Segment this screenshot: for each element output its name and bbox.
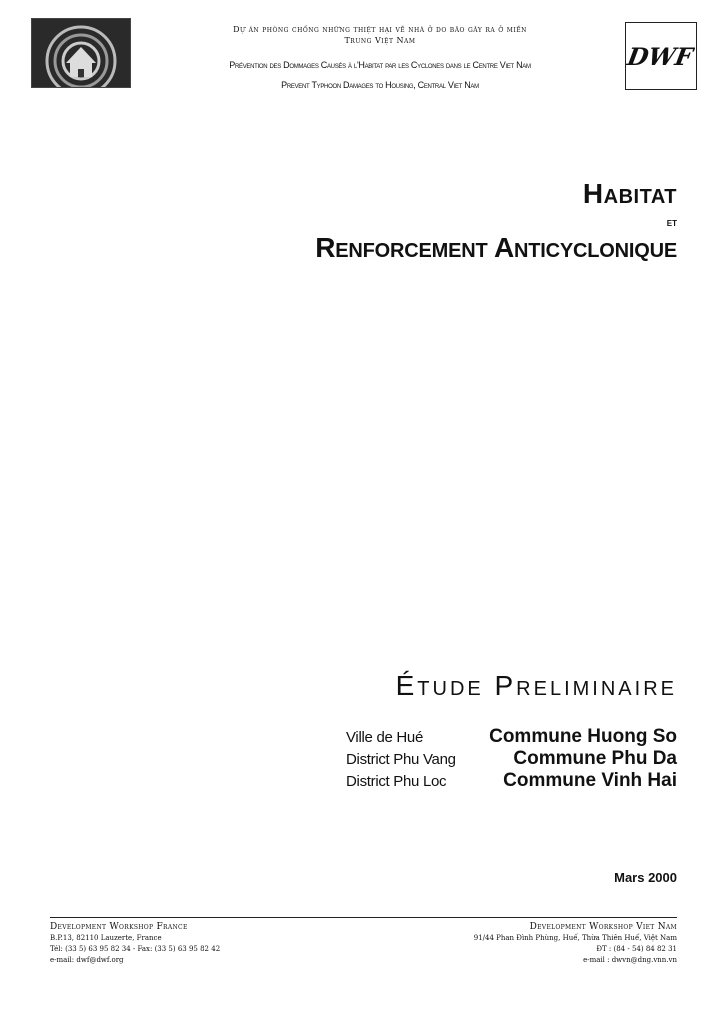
header-vietnamese xyxy=(140,24,620,46)
footer-right-title: Development Workshop Viet Nam xyxy=(529,922,677,932)
location-row xyxy=(346,770,677,792)
location-row xyxy=(346,748,677,770)
location-row xyxy=(346,726,677,748)
footer-left-line-1: B.P.13, 82110 Lauzerte, France xyxy=(50,934,162,942)
location-area: District Phu Vang xyxy=(346,751,456,768)
footer-right-line-2: ĐT : (84 - 54) 84 82 31 xyxy=(596,945,677,953)
title-connector: et xyxy=(666,217,677,229)
location-commune: Commune Huong So xyxy=(489,726,677,747)
dwf-logo-text: DWF xyxy=(626,42,695,71)
typhoon-house-icon xyxy=(32,19,130,87)
dwf-logo-mark xyxy=(626,23,695,88)
footer-right-email: e-mail : dwvn@dng.vnn.vn xyxy=(583,956,677,964)
location-area: Ville de Hué xyxy=(346,729,424,746)
footer-right-line-1: 91/44 Phan Đình Phùng, Huế, Thừa Thiên Huế, Việt Nam xyxy=(473,934,677,942)
title-habitat: Habitat xyxy=(582,178,677,209)
location-area: District Phu Loc xyxy=(346,773,447,790)
footer-divider xyxy=(50,917,677,918)
footer-address-france xyxy=(50,922,220,966)
organization-logo-left xyxy=(31,18,131,88)
header-english: Prevent Typhoon Damages to Housing, Central Viet Nam xyxy=(281,80,479,90)
footer-left-email: e-mail: dwf@dwf.org xyxy=(50,956,124,964)
header-french: Prévention des Dommages Causés à l'Habitat par les Cyclones dans le Centre Viet Nam xyxy=(229,60,531,70)
location-commune: Commune Phu Da xyxy=(513,748,677,769)
dwf-logo xyxy=(625,22,697,90)
subtitle-etude: Étude Preliminaire xyxy=(395,670,677,701)
title-renforcement: Renforcement Anticyclonique xyxy=(315,232,677,263)
header-line-1a: Dự án phòng chống những thiệt hại về nhà ở do bão gây ra ở miền xyxy=(233,25,527,34)
location-commune: Commune Vinh Hai xyxy=(503,770,677,791)
footer-address-vietnam xyxy=(474,922,677,966)
footer-left-line-2: Tél: (33 5) 63 95 82 34 - Fax: (33 5) 63 95 82 42 xyxy=(50,945,221,953)
header-line-1b: Trung Việt Nam xyxy=(344,36,416,45)
footer-left-title: Development Workshop France xyxy=(50,922,188,932)
document-date: Mars 2000 xyxy=(614,870,677,885)
